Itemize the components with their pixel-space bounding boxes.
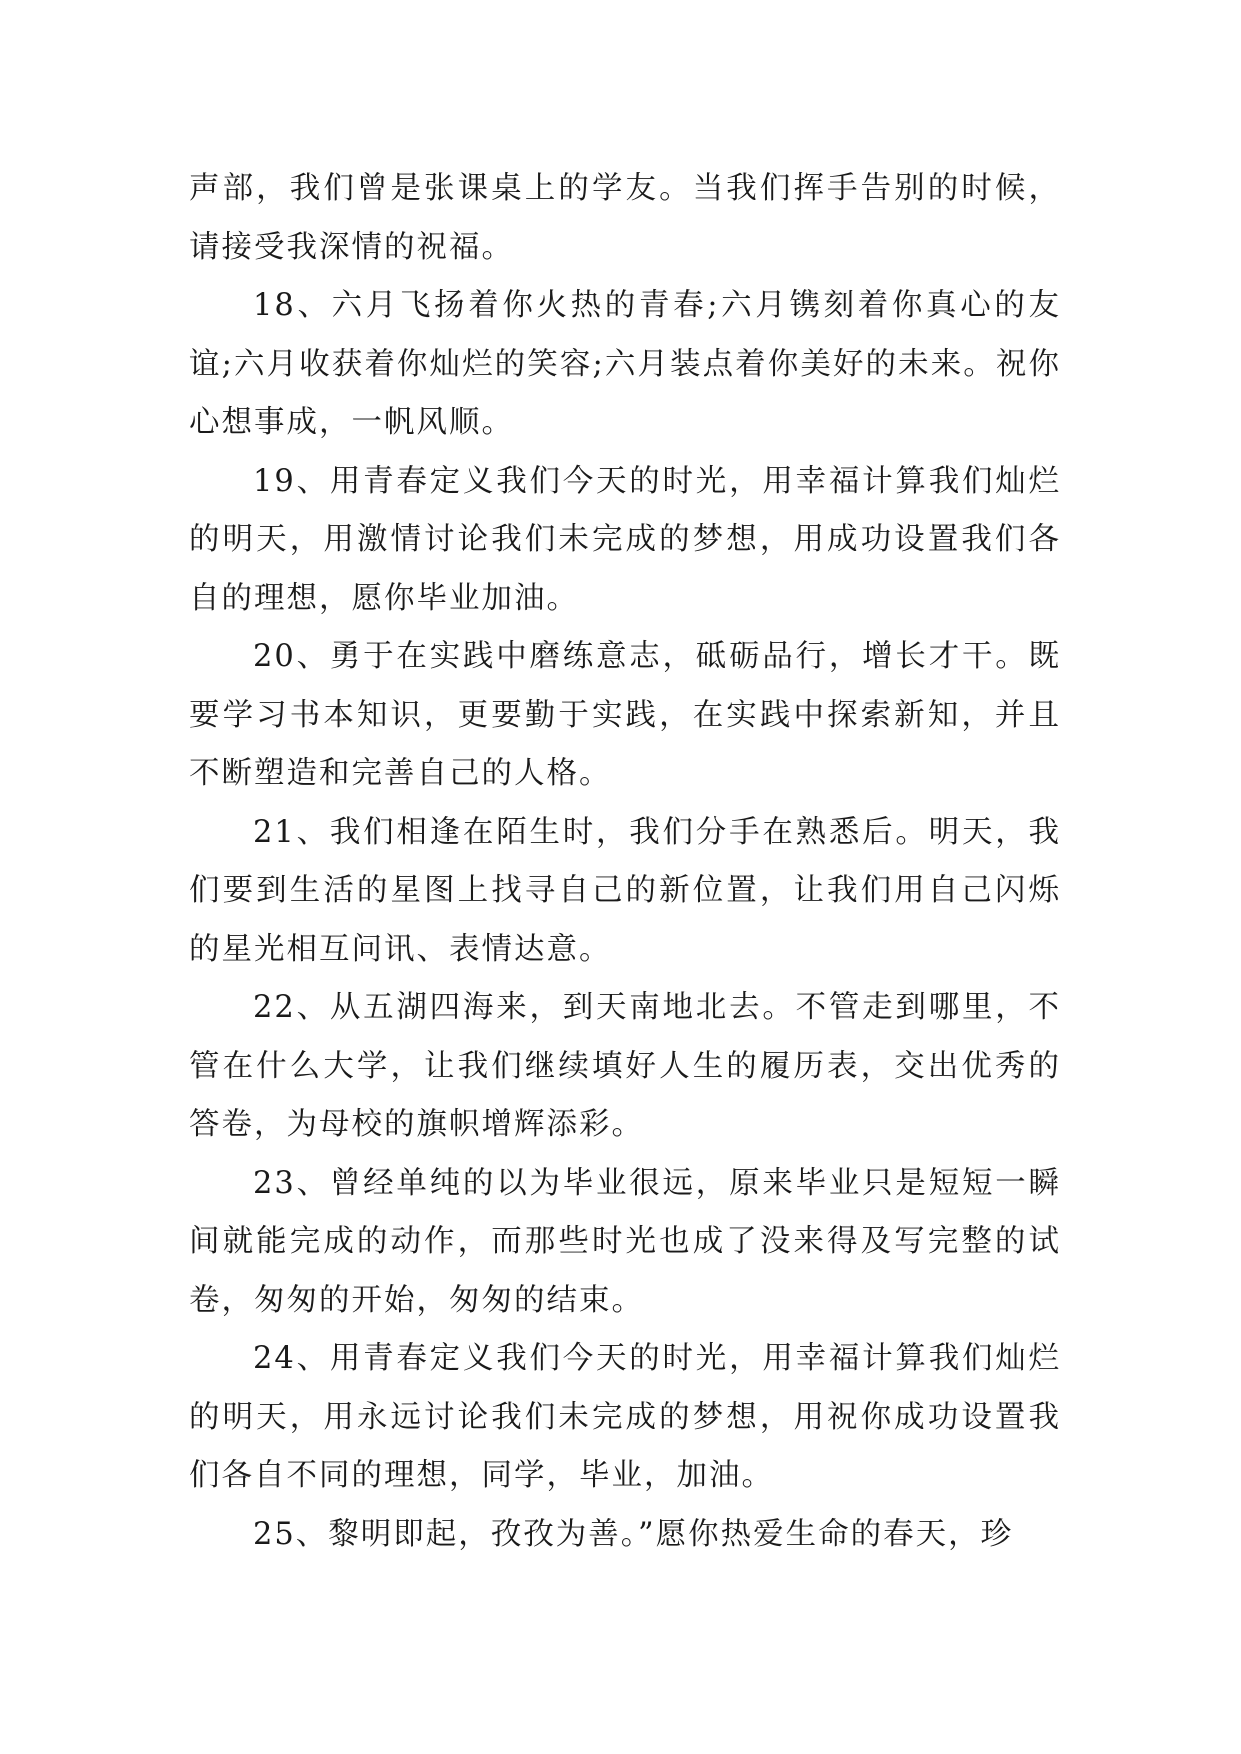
paragraph-19: 19、用青春定义我们今天的时光，用幸福计算我们灿烂的明天，用激情讨论我们未完成的梦想，用成功设置我们各自的理想，愿你毕业加油。 [189,463,1061,616]
document-body [189,160,1061,1564]
paragraph-23: 23、曾经单纯的以为毕业很远，原来毕业只是短短一瞬间就能完成的动作，而那些时光也成了没来得及写完整的试卷，匆匆的开始，匆匆的结束。 [189,1165,1061,1318]
paragraph-18: 18、六月飞扬着你火热的青春;六月镌刻着你真心的友谊;六月收获着你灿烂的笑容;六月装点着你美好的未来。祝你心想事成，一帆风顺。 [189,288,1061,440]
paragraph-24: 24、用青春定义我们今天的时光，用幸福计算我们灿烂的明天，用永远讨论我们未完成的梦想，用祝你成功设置我们各自不同的理想，同学，毕业，加油。 [189,1341,1061,1493]
paragraph-continuation: 声部，我们曾是张课桌上的学友。当我们挥手告别的时候，请接受我深情的祝福。 [189,171,1061,265]
paragraph-20: 20、勇于在实践中磨练意志，砥砺品行，增长才干。既要学习书本知识，更要勤于实践，在实践中探索新知，并且不断塑造和完善自己的人格。 [189,639,1061,791]
paragraph-22: 22、从五湖四海来，到天南地北去。不管走到哪里，不管在什么大学，让我们继续填好人生的履历表，交出优秀的答卷，为母校的旗帜增辉添彩。 [189,990,1061,1142]
paragraph-25: 25、黎明即起，孜孜为善。”愿你热爱生命的春天，珍 [253,1516,1014,1552]
paragraph-21: 21、我们相逢在陌生时，我们分手在熟悉后。明天，我们要到生活的星图上找寻自己的新位置，让我们用自己闪烁的星光相互问讯、表情达意。 [189,814,1061,967]
